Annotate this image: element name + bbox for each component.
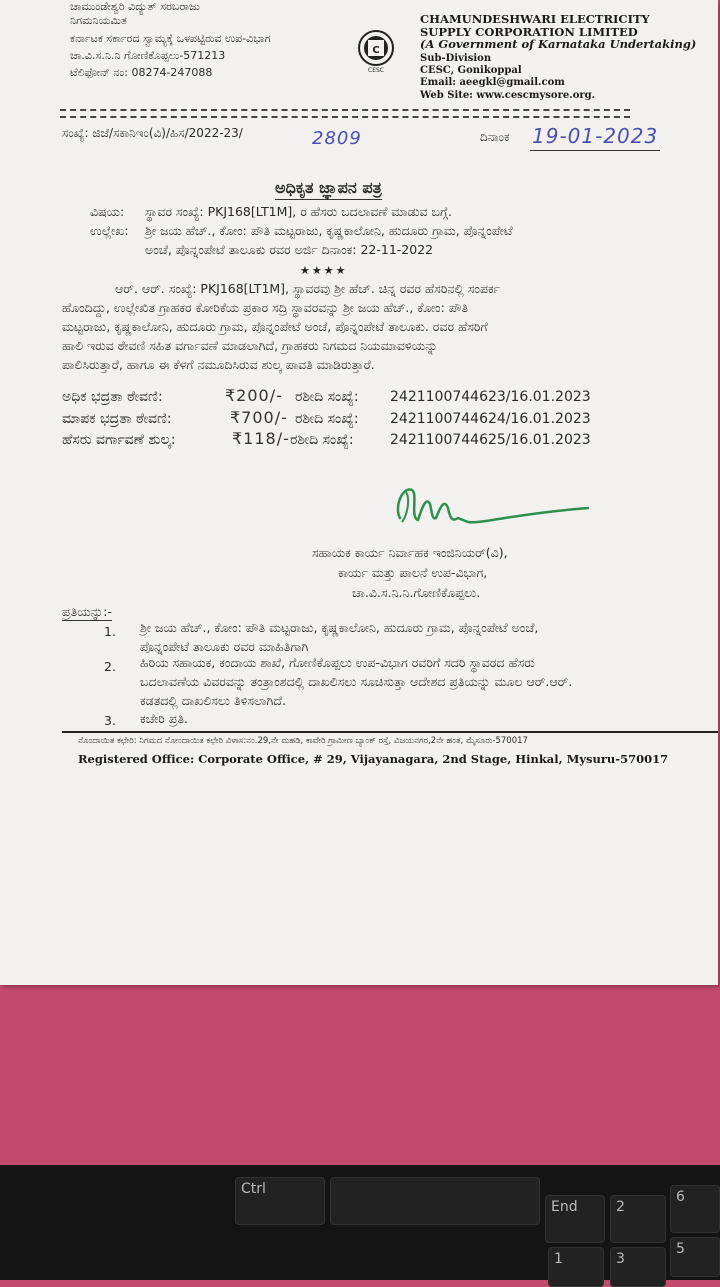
copy-item-1-num: 1. [104, 624, 116, 639]
signatory-line-2: ಕಾರ್ಯ ಮತ್ತು ಪಾಲನೆ ಉಪ-ವಿಭಾಗ, [338, 565, 488, 580]
fee-label-1: ಅಧಿಕ ಭದ್ರತಾ ಠೇವಣಿ: [62, 389, 163, 405]
body-line-1: ಆರ್. ಆರ್. ಸಂಖ್ಯೆ: PKJ168[LT1M], ಸ್ಥಾವರವು ಶ್ರೀ ಹೆಚ್. ಚಿನ್ನ ರವರ ಹೆಸರಿನಲ್ಲಿ ಸಂಪರ್ಕ [115, 281, 501, 296]
section-stars: ★★★★ [300, 264, 348, 277]
svg-text:C: C [372, 45, 380, 56]
key-space [330, 1177, 540, 1225]
header-left-line-2: ನಿಗಮನಿಯಮಿತ [70, 14, 127, 27]
fee-receipt-3: 2421100744625/16.01.2023 [390, 432, 591, 448]
fee-receipt-label-2: ರಶೀದಿ ಸಂಖ್ಯೆ: [295, 411, 359, 427]
document-title: ಅಧಿಕೃತ ಜ್ಞಾಪನ ಪತ್ರ [275, 178, 382, 200]
svg-text:CESC: CESC [368, 67, 384, 74]
office-email: Email: aeegkl@gmail.com [420, 77, 565, 88]
header-left-line-5: ಟೆಲಿಫೋನ್ ನಂ: 08274-247088 [70, 66, 213, 79]
cesc-logo [346, 30, 406, 74]
key-ctrl: Ctrl [235, 1177, 325, 1225]
reference-line-2: ಅಂಚೆ, ಪೊನ್ನಂಪೇಟೆ ತಾಲೂಕು ರವರ ಅರ್ಜಿ ದಿನಾಂಕ: 22-11-2022 [145, 242, 434, 257]
signatory-line-1: ಸಹಾಯಕ ಕಾರ್ಯ ನಿರ್ವಾಹಕ ಇಂಜಿನಿಯರ್(ವಿ), [312, 545, 508, 560]
footer-divider [62, 731, 718, 733]
header-divider-2 [60, 116, 630, 118]
copy-item-1-line-1: ಶ್ರೀ ಜಯ ಹೆಚ್., ಕೋಂ: ಪೌತಿ ಮಟ್ಟರಾಜು, ಕೃಷ್ಣಕಾಲೋನಿ, ಹುದೂರು ಗ್ರಾಮ, ಪೊನ್ನಂಪೇಟೆ ಅಂಚೆ, [140, 620, 539, 635]
date-label: ದಿನಾಂಕ [480, 130, 510, 144]
fee-label-3: ಹೆಸರು ವರ್ಗಾವಣೆ ಶುಲ್ಕ: [62, 432, 176, 448]
fee-amount-3: ₹118/- [232, 429, 290, 448]
copy-item-3-line-1: ಕಚೇರಿ ಪ್ರತಿ. [140, 711, 188, 726]
fee-receipt-1: 2421100744623/16.01.2023 [390, 389, 591, 405]
reference-number-label: ಸಂಖ್ಯೆ: ಜಿಜೆ/ಸಕಾನಿಇಂ(ವಿ)/ಹಿಸ/2022-23/ [62, 126, 243, 140]
company-name-line-2: SUPPLY CORPORATION LIMITED [420, 25, 638, 39]
reference-line-1: ಶ್ರೀ ಜಯ ಹೆಚ್., ಕೋಂ: ಪೌತಿ ಮಟ್ಟರಾಜು, ಕೃಷ್ಣಕಾಲೋನಿ, ಹುದೂರು ಗ್ರಾಮ, ಪೊನ್ನಂಪೇಟೆ [145, 223, 513, 238]
fee-receipt-label-3: ರಶೀದಿ ಸಂಖ್ಯೆ: [290, 432, 354, 448]
subject-text: ಸ್ಥಾವರ ಸಂಖ್ಯೆ: PKJ168[LT1M], ರ ಹೆಸರು ಬದಲಾವಣೆ ಮಾಡುವ ಬಗ್ಗೆ. [145, 204, 452, 219]
fee-amount-1: ₹200/- [225, 386, 283, 405]
sub-division-label: Sub-Division [420, 53, 492, 64]
fee-receipt-2: 2421100744624/16.01.2023 [390, 411, 591, 427]
date-underline [530, 150, 660, 151]
reference-number-handwritten: 2809 [312, 128, 362, 149]
copy-item-2-line-3: ಕಡತದಲ್ಲಿ ದಾಖಲಿಸಲು ತಿಳಿಸಲಾಗಿದೆ. [140, 693, 286, 708]
body-line-2: ಹೊಂದಿದ್ದು, ಉಲ್ಲೇಖಿತ ಗ್ರಾಹಕರ ಕೋರಿಕೆಯ ಪ್ರಕಾರ ಸದ್ರಿ ಸ್ಥಾವರವನ್ನು ಶ್ರೀ ಜಯ ಹೆಚ್., ಕೋಂ: ಪೌತಿ [62, 300, 469, 315]
header-divider-1 [60, 109, 630, 111]
copy-item-1-line-2: ಪೊನ್ನಂಪೇಟೆ ತಾಲೂಕು ರವರ ಮಾಹಿತಿಗಾಗಿ [140, 639, 309, 654]
fee-label-2: ಮಾಪಕ ಭದ್ರತಾ ಠೇವಣಿ: [62, 411, 172, 427]
key-1: 1 [548, 1247, 604, 1287]
header-left-line-4: ಚಾ.ವಿ.ಸ.ನಿ.ನಿ ಗೋಣಿಕೊಪ್ಪಲು-571213 [70, 49, 226, 62]
header-left-line-1: ಚಾಮುಂಡೇಶ್ವರಿ ವಿದ್ಯುತ್ ಸರಬರಾಜು [70, 0, 200, 13]
reference-label: ಉಲ್ಲೇಖ: [90, 223, 129, 238]
body-line-3: ಮಟ್ಟರಾಜು, ಕೃಷ್ಣಕಾಲೋನಿ, ಹುದೂರು ಗ್ರಾಮ, ಪೊನ್ನಂಪೇಟೆ ಅಂಚೆ, ಪೊನ್ನಂಪೇಟೆ ತಾಲೂಕು. ರವರ ಹೆಸರಿಗೆ [62, 319, 488, 334]
key-5: 5 [670, 1237, 720, 1277]
footer-kannada-address: ನೊಂದಾಯಿತ ಕಛೇರಿ: ನಿಗಮದ ನೋಂದಾಯಿತ ಕಛೇರಿ ವಿಳಾಸ:ನಂ.29,ನೇ ಮಹಡಿ, ಕಾವೇರಿ ಗ್ರಾಮೀಣ ಬ್ಯಾಂಕ್ ರಸ್ತೆ, ವಿಜಯನಗರ,2ನೇ ಹಂತ, ಮೈಸೂರು-570017 [78, 736, 528, 746]
fee-receipt-label-1: ರಶೀದಿ ಸಂಖ್ಯೆ: [295, 389, 359, 405]
header-left-line-3: ಕರ್ನಾಟಕ ಸರ್ಕಾರದ ಸ್ವಾಮ್ಯಕ್ಕೆ ಒಳಪಟ್ಟಿರುವ ಉಪ-ವಿಭಾಗ [70, 32, 271, 45]
office-location: CESC, Gonikoppal [420, 65, 522, 76]
key-6: 6 [670, 1185, 720, 1233]
signature [392, 478, 592, 538]
copy-item-3-num: 3. [104, 713, 116, 728]
company-name-line-1: CHAMUNDESHWARI ELECTRICITY [420, 12, 650, 26]
body-line-5: ಪಾಲಿಸಿರುತ್ತಾರೆ, ಹಾಗೂ ಈ ಕೆಳಗೆ ನಮೂದಿಸಿರುವ ಶುಲ್ಕ ಪಾವತಿ ಮಾಡಿರುತ್ತಾರೆ. [62, 357, 375, 372]
date-handwritten: 19-01-2023 [532, 124, 659, 148]
subject-label: ವಿಷಯ: [90, 204, 125, 219]
key-2: 2 [610, 1195, 666, 1243]
body-line-4: ಹಾಲಿ ಇರುವ ಠೇವಣಿ ಸಹಿತ ವರ್ಗಾವಣೆ ಮಾಡಲಾಗಿದೆ, ಗ್ರಾಹಕರು ನಿಗಮದ ನಿಯಮಾವಳಿಯನ್ನು [62, 338, 438, 353]
footer-english-address: Registered Office: Corporate Office, # 29, Vijayanagara, 2nd Stage, Hinkal, Mysuru-570017 [78, 752, 669, 766]
office-website: Web Site: www.cescmysore.org. [420, 90, 596, 101]
copy-item-2-num: 2. [104, 659, 116, 674]
copy-item-2-line-1: ಹಿರಿಯ ಸಹಾಯಕ, ಕಂದಾಯ ಶಾಖೆ, ಗೋಣಿಕೊಪ್ಪಲು ಉಪ-ವಿಭಾಗ ರವರಿಗೆ ಸದರಿ ಸ್ಥಾವರದ ಹೆಸರು [140, 655, 535, 670]
copy-item-2-line-2: ಬದಲಾವಣೆಯ ವಿವರವನ್ನು ತಂತ್ರಾಂಶದಲ್ಲಿ ದಾಖಲಿಸಲು ಸೂಚಿಸುತ್ತಾ ಆದೇಶದ ಪ್ರತಿಯನ್ನು ಮೂಲ ಆರ್.ಆರ್. [140, 674, 573, 689]
fee-amount-2: ₹700/- [230, 408, 288, 427]
key-end: End [545, 1195, 605, 1243]
keyboard-background [0, 1165, 720, 1280]
company-tagline: (A Government of Karnataka Undertaking) [420, 37, 697, 51]
signatory-line-3: ಚಾ.ವಿ.ಸ.ನಿ.ನಿ.ಗೋಣಿಕೊಪ್ಪಲು. [352, 585, 481, 600]
key-3: 3 [610, 1247, 666, 1287]
copies-label: ಪ್ರತಿಯನ್ನು:- [62, 604, 112, 619]
